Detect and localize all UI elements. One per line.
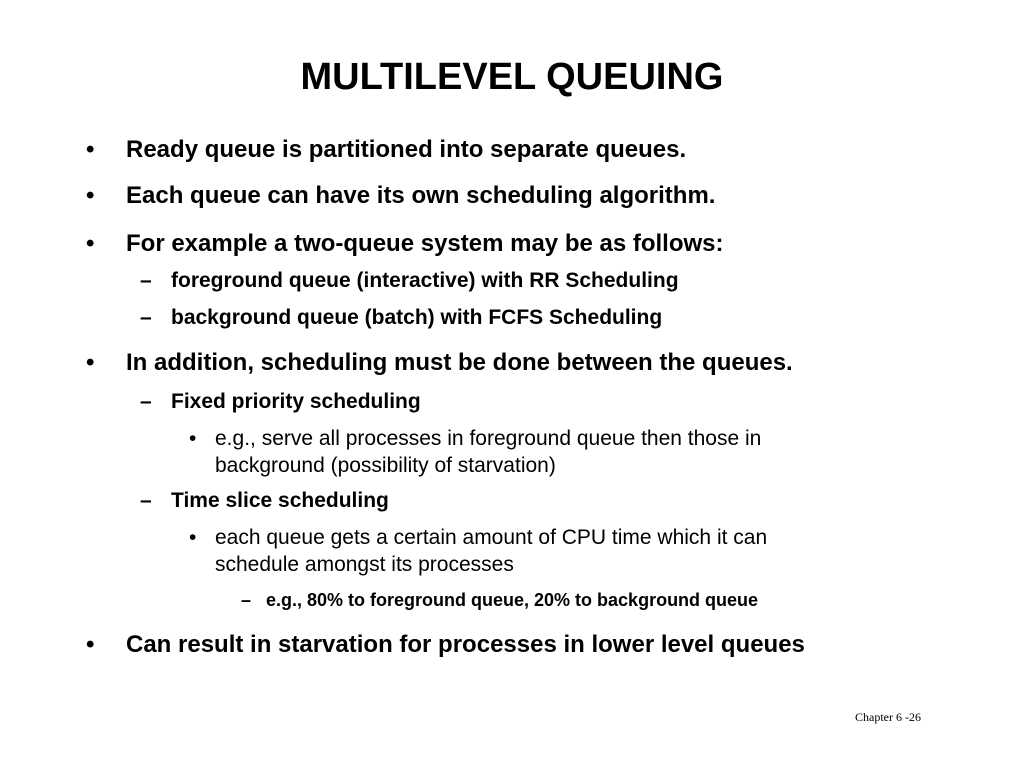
dash-marker: –	[140, 390, 152, 413]
dash-marker: –	[140, 489, 152, 512]
sub-point-text: foreground queue (interactive) with RR Scheduling	[171, 269, 679, 292]
bullet-marker: •	[86, 631, 95, 658]
bullet-marker: •	[86, 182, 95, 209]
bullet-text: For example a two-queue system may be as follows:	[126, 230, 724, 257]
slide-title: MULTILEVEL QUEUING	[300, 56, 724, 98]
sub-point-text: background queue (batch) with FCFS Scheduling	[171, 306, 663, 329]
bullet-marker: •	[86, 230, 95, 257]
dash-marker: –	[140, 306, 152, 329]
bullet-marker: •	[189, 427, 197, 450]
bullet-marker: •	[189, 526, 197, 549]
bullet-marker: •	[86, 136, 95, 163]
bullet-text: Ready queue is partitioned into separate queues.	[126, 136, 687, 163]
bullet-text: Each queue can have its own scheduling algorithm.	[126, 182, 716, 209]
bullet-marker: •	[86, 349, 95, 376]
dash-marker: –	[140, 269, 152, 292]
bullet-text: In addition, scheduling must be done between the queues.	[126, 349, 793, 376]
sub-sub-sub-point-text: e.g., 80% to foreground queue, 20% to background queue	[266, 590, 759, 610]
sub-sub-point-text: each queue gets a certain amount of CPU time which it can	[215, 526, 768, 549]
dash-marker: –	[241, 590, 252, 610]
slide-footer: Chapter 6 -26	[855, 710, 921, 724]
sub-sub-point-text: background (possibility of starvation)	[215, 454, 556, 477]
sub-point-text: Fixed priority scheduling	[171, 390, 421, 413]
sub-sub-point-text: e.g., serve all processes in foreground queue then those in	[215, 427, 762, 450]
sub-point-text: Time slice scheduling	[171, 489, 389, 512]
sub-sub-point-text: schedule amongst its processes	[215, 553, 514, 576]
bullet-text: Can result in starvation for processes in lower level queues	[126, 631, 805, 658]
